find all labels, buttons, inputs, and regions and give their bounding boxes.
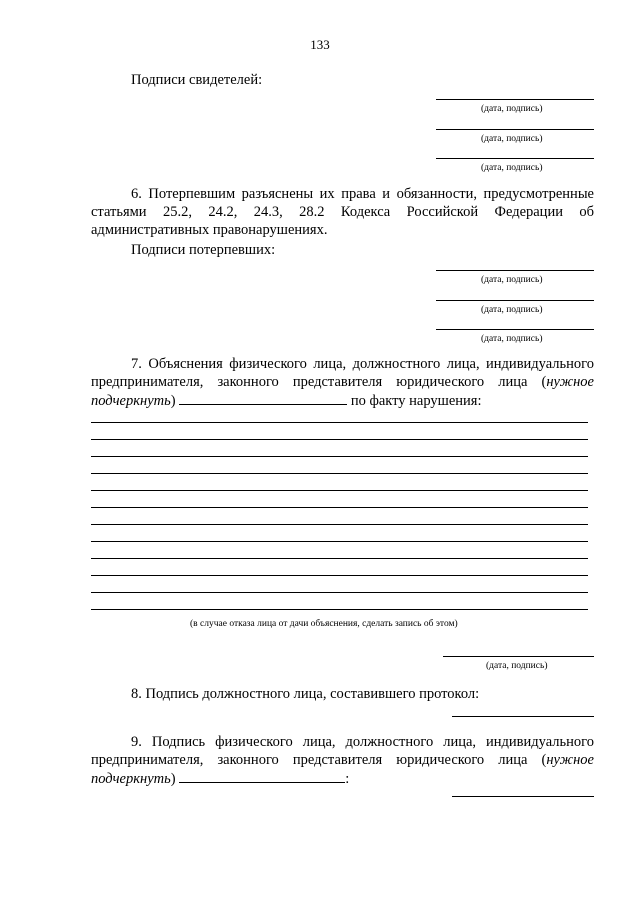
- witness-caption-3: (дата, подпись): [481, 163, 543, 173]
- section-9-underline-hint: нужное: [546, 752, 594, 768]
- section-7-paragraph: [91, 355, 594, 410]
- explanation-signature-line[interactable]: [443, 656, 594, 657]
- signer-name-blank[interactable]: [179, 769, 345, 783]
- victims-heading: Подписи потерпевших:: [131, 242, 276, 258]
- official-signature-line[interactable]: [452, 716, 594, 717]
- explanation-line[interactable]: [91, 456, 588, 457]
- section-9-line-3: подчеркнуть) :: [91, 771, 350, 787]
- explanation-line[interactable]: [91, 575, 588, 576]
- section-6-paragraph: [91, 185, 594, 239]
- victim-signature-line-3[interactable]: [436, 329, 594, 330]
- section-6-line-2: статьями 25.2, 24.2, 24.3, 28.2 Кодекса Российской Федерации об: [91, 204, 594, 220]
- explanation-line[interactable]: [91, 473, 588, 474]
- witness-signature-line-2[interactable]: [436, 129, 594, 130]
- witness-signature-line-1[interactable]: [436, 99, 594, 100]
- explanation-line[interactable]: [91, 507, 588, 508]
- page-number: 133: [310, 37, 330, 52]
- explanation-line[interactable]: [91, 439, 588, 440]
- section-7-line-1: 7. Объяснения физического лица, должностного лица, индивидуального: [131, 356, 594, 372]
- party-signature-line[interactable]: [452, 796, 594, 797]
- refusal-note: (в случае отказа лица от дачи объяснения, сделать запись об этом): [190, 619, 458, 629]
- explanation-line[interactable]: [91, 558, 588, 559]
- victim-caption-1: (дата, подпись): [481, 275, 543, 285]
- explanation-line[interactable]: [91, 609, 588, 610]
- victim-signature-line-2[interactable]: [436, 300, 594, 301]
- section-7-underline-hint: нужное: [546, 374, 594, 390]
- explanation-line[interactable]: [91, 524, 588, 525]
- section-6-line-3: административных правонарушениях.: [91, 222, 328, 238]
- section-8-text: 8. Подпись должностного лица, составившего протокол:: [131, 686, 480, 702]
- victim-signature-line-1[interactable]: [436, 270, 594, 271]
- section-9-line-2: предпринимателя, законного представителя юридического лица (нужное: [91, 752, 594, 768]
- witness-caption-1: (дата, подпись): [481, 104, 543, 114]
- explanation-caption: (дата, подпись): [486, 661, 548, 671]
- explanation-line[interactable]: [91, 541, 588, 542]
- witnesses-heading: Подписи свидетелей:: [131, 72, 263, 88]
- section-7-line-2: предпринимателя, законного представителя юридического лица (нужное: [91, 374, 594, 390]
- victim-caption-2: (дата, подпись): [481, 305, 543, 315]
- section-9-paragraph: [91, 733, 594, 788]
- party-name-blank[interactable]: [179, 391, 347, 405]
- section-9-line-1: 9. Подпись физического лица, должностного лица, индивидуального: [131, 734, 594, 750]
- witness-caption-2: (дата, подпись): [481, 134, 543, 144]
- explanation-line[interactable]: [91, 592, 588, 593]
- witness-signature-line-3[interactable]: [436, 158, 594, 159]
- explanation-line[interactable]: [91, 422, 588, 423]
- victim-caption-3: (дата, подпись): [481, 334, 543, 344]
- section-6-line-1: 6. Потерпевшим разъяснены их права и обязанности, предусмотренные: [131, 186, 594, 202]
- explanation-line[interactable]: [91, 490, 588, 491]
- section-7-line-3: подчеркнуть) по факту нарушения:: [91, 393, 482, 409]
